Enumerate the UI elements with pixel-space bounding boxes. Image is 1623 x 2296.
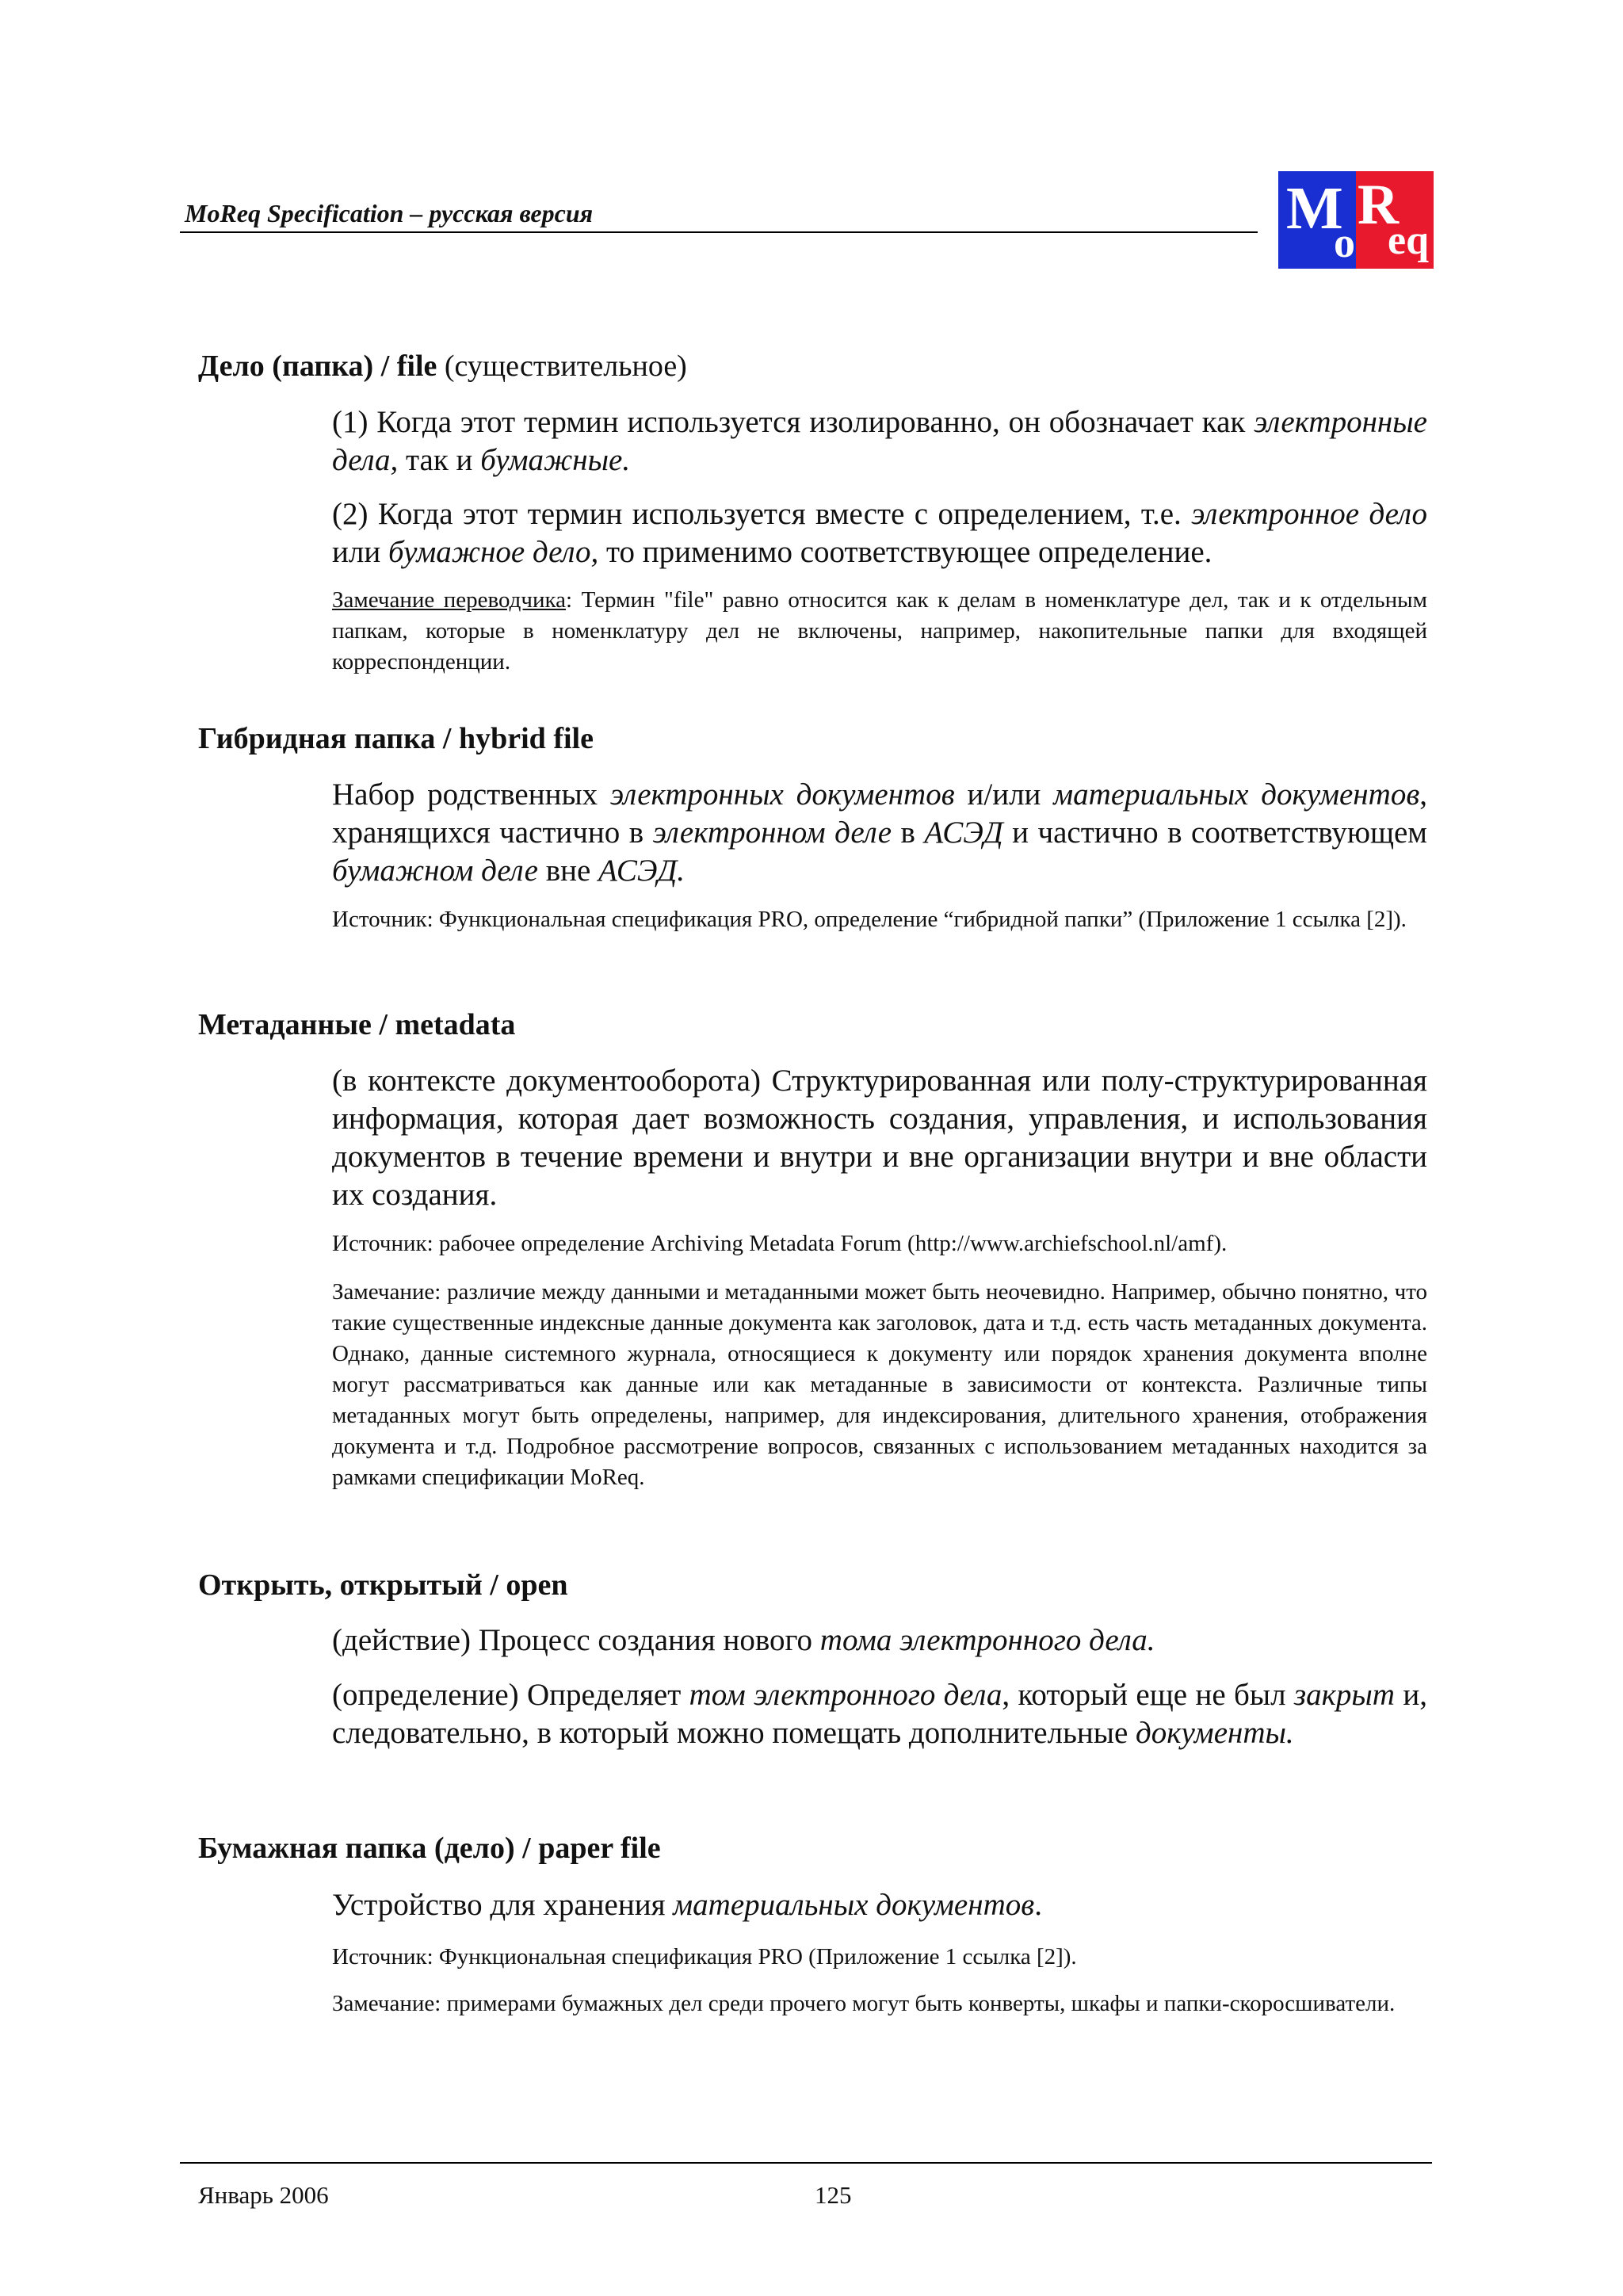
definition-paragraph: (в контексте документооборота) Структурированная или полу-структурированная информация, которая дает возможность создания, управления, и использования документов в течение времени и внутри и вне организации внутри и вне области их создания.	[332, 1064, 1427, 1212]
text: Устройство для хранения	[332, 1888, 674, 1922]
text: (определение) Определяет	[332, 1678, 689, 1712]
text: и частично в соответствующем	[1002, 816, 1427, 850]
text: (1) Когда этот термин используется изолированно, он обозначает как	[332, 405, 1254, 439]
text: то применимо соответствующее определение.	[598, 535, 1212, 569]
italic-term: бумажное дело,	[388, 535, 599, 569]
remark-note: Замечание: примерами бумажных дел среди прочего могут быть конверты, шкафы и папки-скоросшиватели.	[332, 1991, 1396, 2016]
text: и/или	[954, 777, 1054, 812]
moreq-logo	[1278, 171, 1434, 269]
header-title: MoReq Specification – русская версия	[185, 199, 594, 227]
entry-title-metadata	[198, 1007, 515, 1042]
text: и, следовательно, в который можно помещать дополнительные	[332, 1678, 1427, 1750]
italic-term: документы.	[1136, 1716, 1294, 1750]
page-header	[180, 193, 1258, 233]
footer-rule	[180, 2162, 1432, 2164]
italic-term: материальных документов	[1053, 777, 1420, 812]
text: в	[892, 816, 925, 850]
svg-text:M: M	[1286, 175, 1343, 242]
italic-term: электронные дела,	[332, 405, 1427, 477]
text: вне	[537, 854, 599, 888]
term: Открыть, открытый / open	[198, 1568, 568, 1602]
remark-note: Замечание: различие между данными и метаданными может быть неочевидно. Например, обычно понятно, что такие существенные индексные данные документа как заголовок, дата и т.д. есть часть метаданных документа. Однако, данные системного журнала, относящиеся к документу или порядок хранения документа вполне могут рассматриваться как данные или как метаданные в зависимости от контекста. Различные типы метаданных могут быть определены, например, для индексирования, длительного хранения, отображения документа и т.д. Подробное рассмотрение вопросов, связанных с использованием метаданных находится за рамками спецификации MoReq.	[332, 1279, 1427, 1490]
svg-text:eq: eq	[1388, 218, 1429, 263]
text: .	[1034, 1888, 1042, 1922]
source-note: Источник: рабочее определение Archiving Metadata Forum (http://www.archiefschool.nl/amf).	[332, 1231, 1228, 1256]
page-number: 125	[815, 2181, 852, 2209]
italic-term: бумажные.	[480, 443, 631, 477]
term: Метаданные / metadata	[198, 1008, 516, 1041]
source-note: Источник: Функциональная спецификация PRO, определение “гибридной папки” (Приложение 1 ссылка [2]).	[332, 907, 1407, 932]
term: Бумажная папка (дело) / paper file	[198, 1832, 661, 1865]
italic-term: том электронного дела	[689, 1678, 1002, 1712]
note-label: Замечание переводчика	[332, 587, 567, 613]
italic-term: закрыт	[1293, 1678, 1395, 1712]
term-qualifier: (существительное)	[437, 350, 687, 383]
definition-paragraph	[332, 403, 1427, 479]
entry-title-hybrid-file	[198, 721, 594, 756]
italic-term: тома электронного дела.	[819, 1623, 1155, 1657]
italic-term: бумажном деле	[332, 854, 538, 888]
italic-term: АСЭД	[924, 816, 1003, 850]
text: Набор родственных	[332, 777, 611, 812]
text: , который еще не был	[1002, 1678, 1294, 1712]
text: так и	[398, 443, 481, 477]
text: (2) Когда этот термин используется вместе с определением, т.е.	[332, 497, 1192, 531]
svg-text:o: o	[1334, 219, 1355, 266]
italic-term: электронное дело	[1191, 497, 1427, 531]
note-text: : Термин "file" равно относится как к делам в номенклатуре дел, так и к отдельным папкам, которые в номенклатуру дел не включены, например, накопительные папки для входящей корреспонденции.	[332, 587, 1427, 674]
source-note: Источник: Функциональная спецификация PRO (Приложение 1 ссылка [2]).	[332, 1944, 1077, 1969]
entry-title-open	[198, 1568, 567, 1603]
term: Дело (папка) / file	[198, 350, 437, 383]
text: или	[332, 535, 388, 569]
entry-title-file	[198, 349, 687, 384]
definition-paragraph	[332, 1886, 1427, 1924]
translator-note	[332, 585, 1427, 678]
text: (действие) Процесс создания нового	[332, 1623, 820, 1657]
definition-paragraph	[332, 1676, 1427, 1752]
svg-text:R: R	[1358, 173, 1399, 236]
term: Гибридная папка / hybrid file	[198, 722, 594, 755]
italic-term: материальных документов	[673, 1888, 1035, 1922]
definition-paragraph	[332, 1622, 1427, 1660]
footer-date: Январь 2006	[198, 2181, 329, 2209]
definition-paragraph	[332, 776, 1427, 890]
definition-paragraph	[332, 495, 1427, 571]
entry-title-paper-file	[198, 1831, 661, 1866]
italic-term: электронных документов	[610, 777, 955, 812]
text: , хранящихся частично в	[332, 777, 1427, 850]
italic-term: АСЭД.	[598, 854, 685, 888]
italic-term: электронном деле	[652, 816, 892, 850]
